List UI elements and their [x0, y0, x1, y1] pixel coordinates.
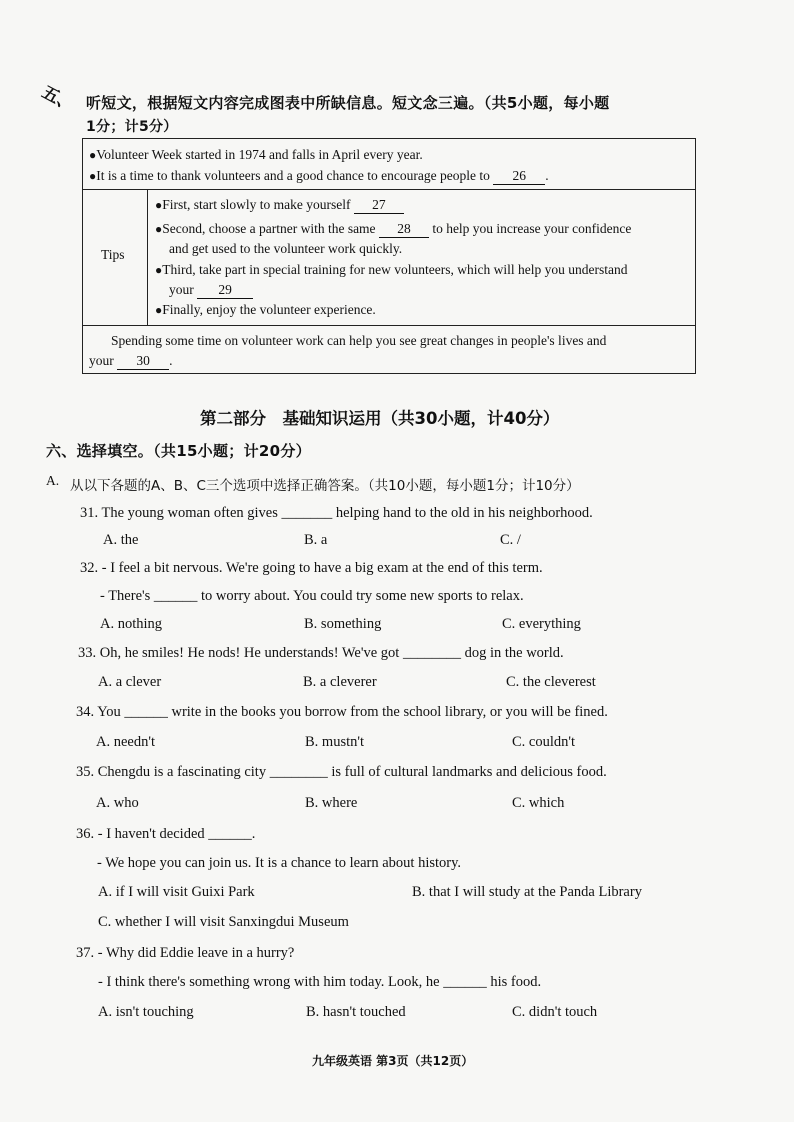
- q31-option-a[interactable]: A. the: [103, 532, 139, 548]
- blank-30[interactable]: 30: [117, 353, 169, 370]
- q33-option-a[interactable]: A. a clever: [98, 674, 162, 690]
- section5-instruction-line1: 听短文，根据短文内容完成图表中所缺信息。短文念三遍。（共5小题，每小题: [86, 94, 610, 112]
- q36-option-b[interactable]: B. that I will study at the Panda Library: [412, 884, 642, 900]
- question-31: 31. The young woman often gives _______ helping hand to the old in his neighborhood.: [80, 505, 593, 521]
- table-row-conclusion: [83, 325, 695, 373]
- table-row-intro: [83, 139, 695, 190]
- question-32: 32. - I feel a bit nervous. We're going to have a big exam at the end of this term.: [80, 560, 543, 576]
- tip-1: ●First, start slowly to make yourself 27: [155, 197, 404, 214]
- q37-option-b[interactable]: B. hasn't touched: [306, 1004, 406, 1020]
- q37-option-c[interactable]: C. didn't touch: [512, 1004, 598, 1020]
- blank-28[interactable]: 28: [379, 221, 429, 238]
- tip-3-line2: your 29: [169, 282, 253, 299]
- intro-line2: ●It is a time to thank volunteers and a good chance to encourage people to 26 .: [89, 168, 549, 183]
- q34-option-c[interactable]: C. couldn't: [512, 734, 576, 750]
- conclusion-line2: your 30 .: [89, 353, 173, 368]
- bullet-icon: ●: [155, 303, 163, 317]
- q34-option-b[interactable]: B. mustn't: [305, 734, 365, 750]
- q37-option-a[interactable]: A. isn't touching: [98, 1004, 194, 1020]
- bullet-icon: ●: [155, 263, 163, 277]
- q32-option-c[interactable]: C. everything: [502, 616, 581, 632]
- page-footer: 九年级英语 第3页（共12页）: [312, 1054, 474, 1068]
- tip-2-line2: and get used to the volunteer work quickly.: [169, 241, 403, 256]
- blank-27[interactable]: 27: [354, 197, 404, 214]
- tip-3: ●Third, take part in special training for new volunteers, which will help you understand: [155, 262, 628, 277]
- q35-option-c[interactable]: C. which: [512, 795, 565, 811]
- q31-option-b[interactable]: B. a: [304, 532, 328, 548]
- table-row-tips: [83, 189, 695, 326]
- conclusion-line1: Spending some time on volunteer work can help you see great changes in people's lives and: [111, 333, 607, 348]
- q33-option-c[interactable]: C. the cleverest: [506, 674, 596, 690]
- question-35: 35. Chengdu is a fascinating city ________ is full of cultural landmarks and delicious food.: [76, 764, 607, 780]
- q34-option-a[interactable]: A. needn't: [96, 734, 155, 750]
- question-34: 34. You ______ write in the books you borrow from the school library, or you will be fined.: [76, 704, 608, 720]
- section5-number: 五、: [38, 82, 78, 117]
- question-37-reply: - I think there's something wrong with him today. Look, he ______ his food.: [98, 974, 542, 990]
- sectionA-label: A.: [46, 473, 60, 488]
- question-33: 33. Oh, he smiles! He nods! He understands! We've got ________ dog in the world.: [78, 645, 564, 661]
- tip-2: ●Second, choose a partner with the same 28 to help you increase your confidence: [155, 221, 632, 236]
- bullet-icon: ●: [89, 148, 97, 162]
- info-table: [82, 138, 696, 374]
- q33-option-b[interactable]: B. a cleverer: [303, 674, 377, 690]
- question-32-reply: - There's ______ to worry about. You could try some new sports to relax.: [100, 588, 524, 604]
- q36-option-a[interactable]: A. if I will visit Guixi Park: [98, 884, 255, 900]
- tips-label-cell: [83, 189, 148, 325]
- blank-26[interactable]: 26: [493, 168, 545, 185]
- section6-title: 六、选择填空。（共15小题；计20分）: [46, 442, 311, 460]
- part2-title: 第二部分 基础知识运用（共30小题，计40分）: [200, 409, 560, 428]
- q31-option-c[interactable]: C. /: [500, 532, 521, 548]
- bullet-icon: ●: [155, 222, 163, 236]
- bullet-icon: ●: [89, 169, 97, 183]
- tips-label: Tips: [101, 247, 125, 262]
- q36-option-c[interactable]: C. whether I will visit Sanxingdui Museum: [98, 914, 349, 930]
- bullet-icon: ●: [155, 198, 163, 212]
- q32-option-b[interactable]: B. something: [304, 616, 382, 632]
- tip-4: ●Finally, enjoy the volunteer experience.: [155, 302, 376, 317]
- blank-29[interactable]: 29: [197, 282, 253, 299]
- question-36: 36. - I haven't decided ______.: [76, 826, 256, 842]
- q35-option-b[interactable]: B. where: [305, 795, 358, 811]
- q32-option-a[interactable]: A. nothing: [100, 616, 163, 632]
- question-37: 37. - Why did Eddie leave in a hurry?: [76, 945, 295, 961]
- sectionA-instruction: 从以下各题的A、B、C三个选项中选择正确答案。（共10小题，每小题1分；计10分）: [70, 478, 580, 494]
- section5-instruction-line2: 1分；计5分）: [86, 119, 178, 135]
- q35-option-a[interactable]: A. who: [96, 795, 139, 811]
- intro-line1: ●Volunteer Week started in 1974 and falls in April every year.: [89, 147, 423, 162]
- question-36-reply: - We hope you can join us. It is a chance to learn about history.: [97, 855, 462, 871]
